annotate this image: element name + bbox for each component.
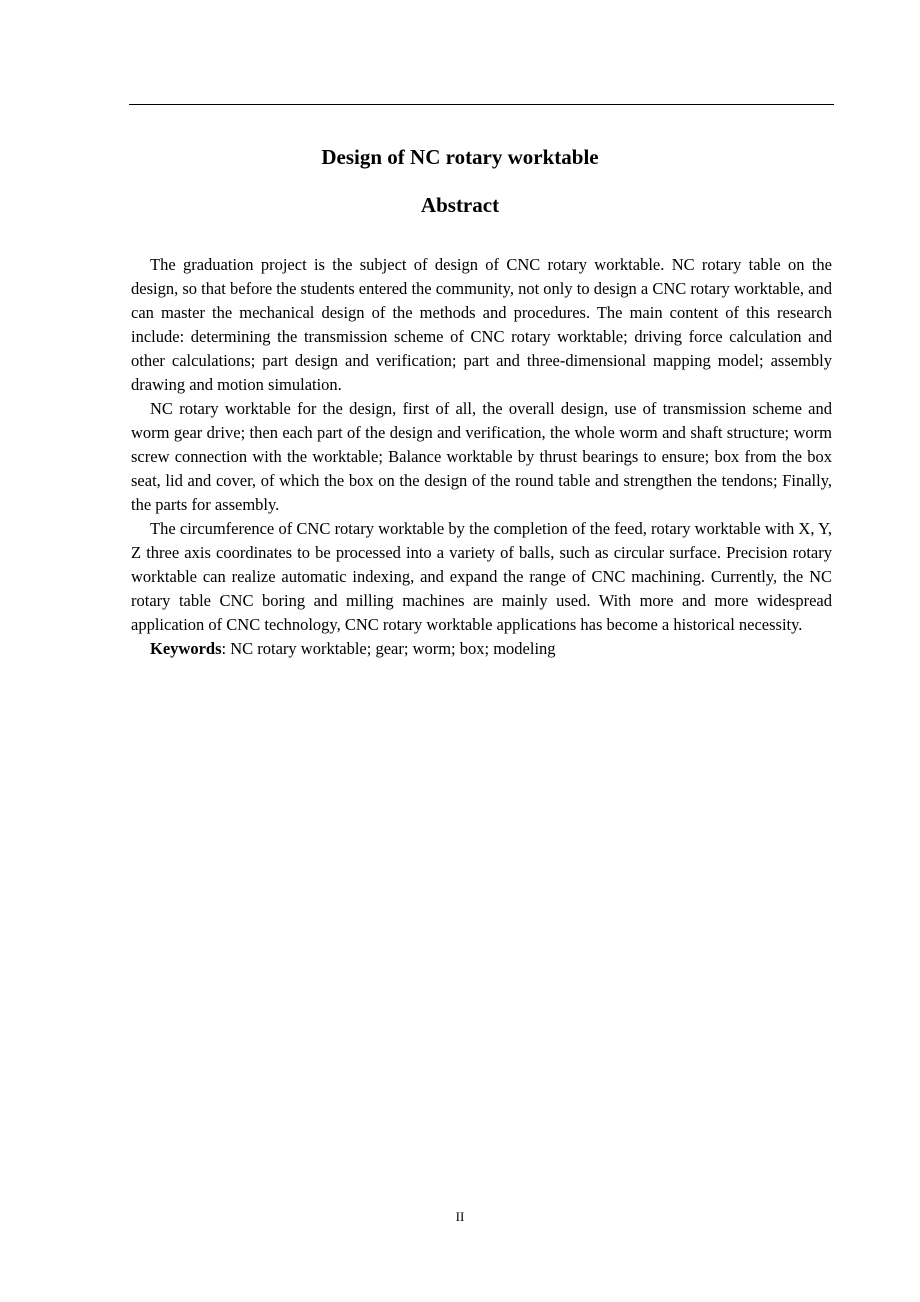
keywords-line <box>131 637 832 661</box>
page-number: II <box>455 1209 465 1224</box>
keywords-label: Keywords <box>150 639 222 658</box>
keywords-text: : NC rotary worktable; gear; worm; box; modeling <box>221 639 556 658</box>
abstract-paragraph-1: The graduation project is the subject of design of CNC rotary worktable. NC rotary table on the design, so that before the students entered the community, not only to design a CNC rotary worktable, and can master the mechanical design of the methods and procedures. The main content of this research include: determining the transmission scheme of CNC rotary worktable; driving force calculation and other calculations; part design and verification; part and three-dimensional mapping model; assembly drawing and motion simulation. <box>131 255 832 394</box>
abstract-paragraph-2: NC rotary worktable for the design, first of all, the overall design, use of transmission scheme and worm gear drive; then each part of the design and verification, the whole worm and shaft structure; worm screw connection with the worktable; Balance worktable by thrust bearings to ensure; box from the box seat, lid and cover, of which the box on the design of the round table and strengthen the tendons; Finally, the parts for assembly. <box>131 399 832 514</box>
header-rule <box>129 104 834 105</box>
abstract-heading: Abstract <box>420 193 500 217</box>
abstract-body <box>131 253 832 661</box>
abstract-paragraph-3: The circumference of CNC rotary worktable by the completion of the feed, rotary worktable with X, Y, Z three axis coordinates to be processed into a variety of balls, such as circular surface. Precision rotary worktable can realize automatic indexing, and expand the range of CNC machining. Currently, the NC rotary table CNC boring and milling machines are mainly used. With more and more widespread application of CNC technology, CNC rotary worktable applications has become a historical necessity. <box>131 519 832 634</box>
document-title: Design of NC rotary worktable <box>321 145 599 169</box>
